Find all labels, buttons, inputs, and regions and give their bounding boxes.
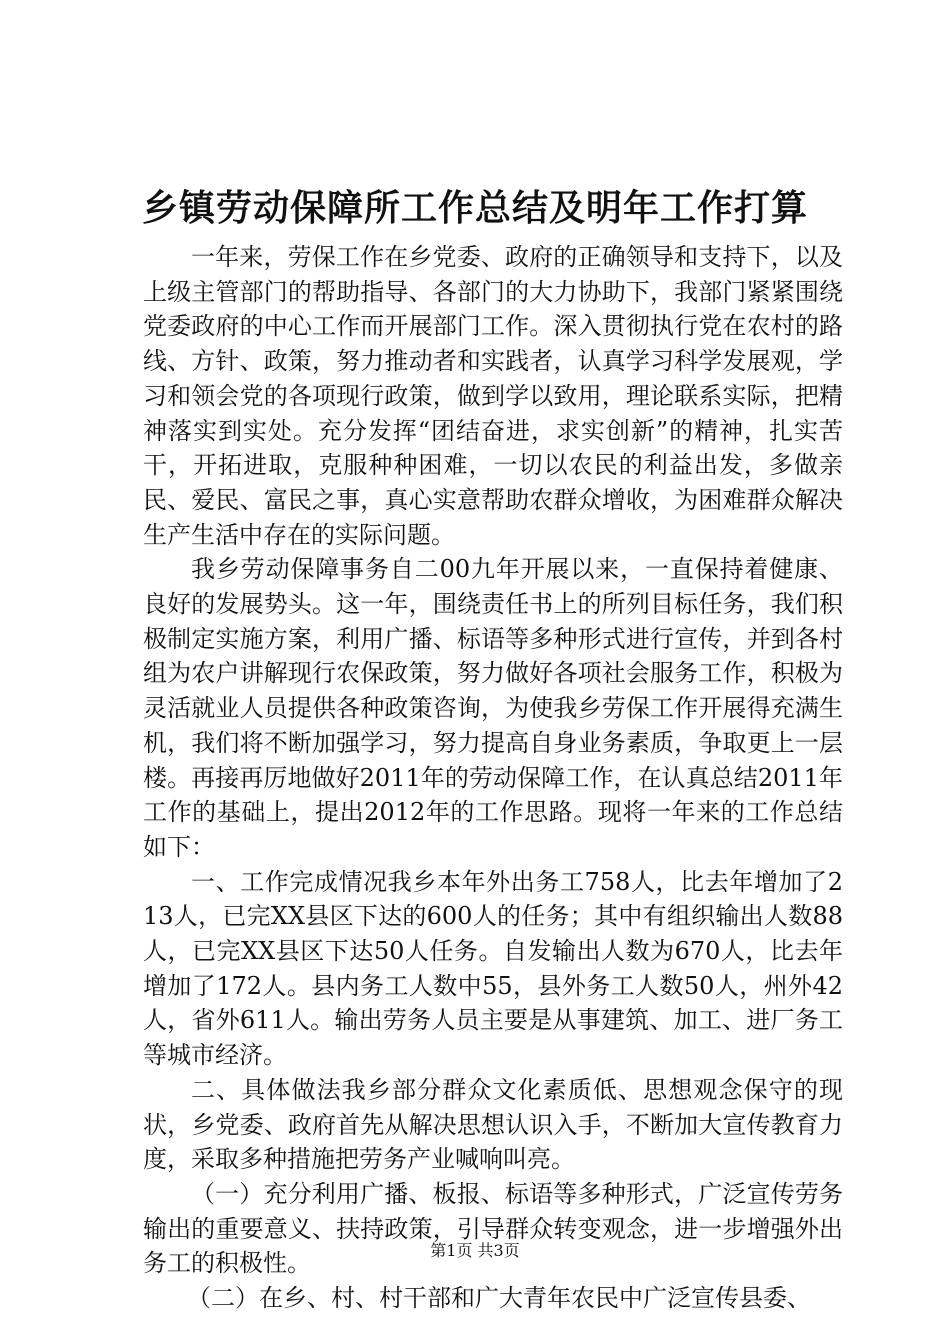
paragraph: （二）在乡、村、村干部和广大青年农民中广泛宣传县委、 [187, 1284, 811, 1313]
document-title: 乡镇劳动保障所工作总结及明年工作打算 [141, 187, 808, 229]
paragraph: 一年来，劳保工作在乡党委、政府的正确领导和支持下，以及上级主管部门的帮助指导、各部门的大力协助下，我部门紧紧围绕党委政府的中心工作而开展部门工作。深入贯彻执行党在农村的路线、方针、政策，努力推动者和实践者，认真学习科学发展观，学习和领会党的各项现行政策，做到学以致用，理论联系实际，把精神落实到实处。充分发挥“团结奋进，求实创新”的精神，扎实苦干，开拓进取，克服种种困难，一切以农民的利益出发，多做亲民、爱民、富民之事，真心实意帮助农群众增收，为困难群众解决生产生活中存在的实际问题。 [143, 243, 843, 549]
paragraph: 我乡劳动保障事务自二00九年开展以来，一直保持着健康、良好的发展势头。这一年，围绕责任书上的所列目标任务，我们积极制定实施方案，利用广播、标语等多种形式进行宣传，并到各村组为农户讲解现行农保政策，努力做好各项社会服务工作，积极为灵活就业人员提供各种政策咨询，为使我乡劳保工作开展得充满生机，我们将不断加强学习，努力提高自身业务素质，争取更上一层楼。再接再厉地做好2011年的劳动保障工作，在认真总结2011年工作的基础上，提出2012年的工作思路。现将一年来的工作总结如下： [143, 555, 843, 861]
paragraph: 一、工作完成情况我乡本年外出务工758人，比去年增加了213人，已完XX县区下达的600人的任务；其中有组织输出人数88人，已完XX县区下达50人任务。自发输出人数为670人，比去年增加了172人。县内务工人数中55，县外务工人数50人，州外42人，省外611人。输出劳务人员主要是从事建筑、加工、进厂务工等城市经济。 [143, 867, 843, 1070]
paragraph: （一）充分利用广播、板报、标语等多种形式，广泛宣传劳务输出的重要意义、扶持政策，引导群众转变观念，进一步增强外出务工的积极性。 [143, 1179, 843, 1278]
page-number-footer: 第1页 共3页 [430, 1241, 520, 1260]
document-body [143, 240, 843, 1316]
paragraph: 二、具体做法我乡部分群众文化素质低、思想观念保守的现状，乡党委、政府首先从解决思想认识入手，不断加大宣传教育力度，采取多种措施把劳务产业喊响叫亮。 [143, 1075, 843, 1174]
